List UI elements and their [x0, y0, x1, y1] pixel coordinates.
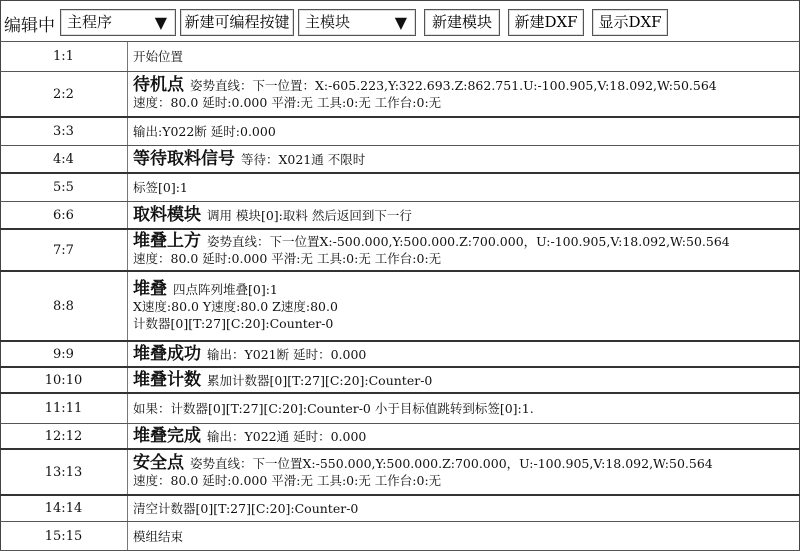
row-number: 14:14: [0, 496, 128, 521]
row-content: [133, 368, 432, 392]
row-content: [133, 394, 534, 423]
row-content: [133, 174, 188, 201]
row-number: 10:10: [0, 368, 128, 392]
row-detail-line: X速度:80.0 Y速度:80.0 Z速度:80.0: [133, 298, 338, 314]
program-row[interactable]: [0, 522, 800, 551]
new-module-button[interactable]: 新建模块: [424, 9, 500, 36]
new-dxf-button[interactable]: 新建DXF: [508, 9, 584, 36]
new-programmable-key-button[interactable]: 新建可编程按键: [180, 9, 294, 36]
row-detail-line: 速度：80.0 延时:0.000 平滑:无 工具:0:无 工作台:0:无: [133, 251, 442, 266]
row-title: 堆叠成功: [133, 343, 201, 364]
row-number: 11:11: [0, 394, 128, 423]
row-content: [133, 118, 276, 145]
row-number: 7:7: [0, 230, 128, 270]
program-row[interactable]: [0, 118, 800, 146]
program-row[interactable]: [0, 202, 800, 230]
dropdown-arrow-icon: ▼: [154, 13, 167, 32]
row-text: 等待：X021通 不限时: [241, 151, 366, 167]
row-title: 取料模块: [133, 204, 201, 225]
row-number: 4:4: [0, 146, 128, 172]
row-title: 堆叠计数: [133, 369, 201, 390]
edit-status-label: 编辑中: [4, 16, 55, 36]
program-row[interactable]: [0, 146, 800, 174]
row-line: [133, 343, 367, 364]
row-number: 5:5: [0, 174, 128, 201]
dropdown-arrow-icon: ▼: [394, 13, 407, 32]
row-content: [133, 496, 358, 521]
row-content: [133, 202, 412, 228]
row-number: 15:15: [0, 522, 128, 550]
row-number: 6:6: [0, 202, 128, 228]
row-line: [133, 425, 367, 446]
row-text: 姿势直线：下一位置X:-500.000,Y:500.000.Z:700.000，U:-100.905,V:18.092,W:50.564: [207, 234, 730, 249]
row-content: [133, 450, 713, 494]
row-content: [133, 272, 338, 340]
row-number: 8:8: [0, 272, 128, 340]
row-line: [133, 455, 713, 472]
program-row[interactable]: [0, 342, 800, 368]
row-number: 3:3: [0, 118, 128, 145]
row-text: 输出：Y021断 延时：0.000: [207, 346, 367, 362]
program-list: [0, 42, 800, 551]
row-line: [133, 400, 534, 417]
row-title: 待机点: [133, 75, 184, 95]
row-number: 12:12: [0, 424, 128, 448]
program-row[interactable]: [0, 368, 800, 394]
row-text: 四点阵列堆叠[0]:1: [173, 281, 278, 297]
row-text: 累加计数器[0][T:27][C:20]:Counter-0: [207, 372, 433, 388]
row-number: 9:9: [0, 342, 128, 366]
row-text: 调用 模块[0]:取料 然后返回到下一行: [207, 207, 412, 223]
row-text: 输出:Y022断 延时:0.000: [133, 124, 276, 139]
row-line: [133, 77, 717, 94]
row-title: 堆叠上方: [133, 231, 201, 251]
row-text: 模组结束: [133, 528, 184, 544]
row-line: [133, 48, 183, 65]
row-line: [133, 278, 338, 299]
row-title: 堆叠完成: [133, 425, 201, 446]
program-row[interactable]: [0, 230, 800, 272]
row-text: 清空计数器[0][T:27][C:20]:Counter-0: [133, 501, 359, 516]
program-select-value: 主程序: [67, 13, 113, 31]
module-select[interactable]: [298, 9, 416, 36]
row-text: 如果：计数器[0][T:27][C:20]:Counter-0 小于目标值跳转到标签[0]:1.: [133, 401, 534, 416]
module-select-value: 主模块: [305, 13, 351, 31]
row-title: 安全点: [133, 453, 184, 473]
row-number: 13:13: [0, 450, 128, 494]
program-row[interactable]: [0, 72, 800, 118]
row-text: 姿势直线：下一位置X:-550.000,Y:500.000.Z:700.000，U:-100.905,V:18.092,W:50.564: [190, 456, 713, 471]
row-content: [133, 72, 717, 116]
row-title: 等待取料信号: [133, 148, 235, 169]
row-text: 姿势直线：下一位置：X:-605.223,Y:322.693.Z:862.751.U:-100.905,V:18.092,W:50.564: [190, 78, 717, 93]
row-text: 输出：Y022通 延时：0.000: [207, 428, 367, 444]
row-title: 堆叠: [133, 278, 167, 299]
row-detail-line: 计数器[0][T:27][C:20]:Counter-0: [133, 315, 334, 331]
program-row[interactable]: [0, 394, 800, 424]
row-line: [133, 123, 276, 140]
row-line: [133, 233, 730, 250]
program-row[interactable]: [0, 174, 800, 202]
row-line: [133, 179, 188, 196]
row-number: 2:2: [0, 72, 128, 116]
row-content: [133, 522, 183, 550]
row-line: [133, 528, 183, 545]
row-content: [133, 230, 730, 270]
row-number: 1:1: [0, 42, 128, 71]
row-detail-line: 速度：80.0 延时:0.000 平滑:无 工具:0:无 工作台:0:无: [133, 95, 442, 110]
row-line: [133, 204, 412, 225]
program-row[interactable]: [0, 424, 800, 450]
row-content: [133, 342, 366, 366]
program-row[interactable]: [0, 450, 800, 496]
program-select[interactable]: [60, 9, 176, 36]
program-row[interactable]: [0, 496, 800, 522]
row-line: [133, 500, 358, 517]
row-content: [133, 424, 366, 448]
toolbar: [0, 0, 800, 42]
row-content: [133, 42, 183, 71]
row-line: [133, 148, 366, 169]
row-text: 标签[0]:1: [133, 180, 188, 195]
row-line: [133, 369, 433, 390]
program-row[interactable]: [0, 42, 800, 72]
show-dxf-button[interactable]: 显示DXF: [592, 9, 668, 36]
row-detail-line: 速度：80.0 延时:0.000 平滑:无 工具:0:无 工作台:0:无: [133, 473, 442, 488]
row-content: [133, 146, 365, 172]
row-text: 开始位置: [133, 49, 184, 64]
program-row[interactable]: [0, 272, 800, 342]
